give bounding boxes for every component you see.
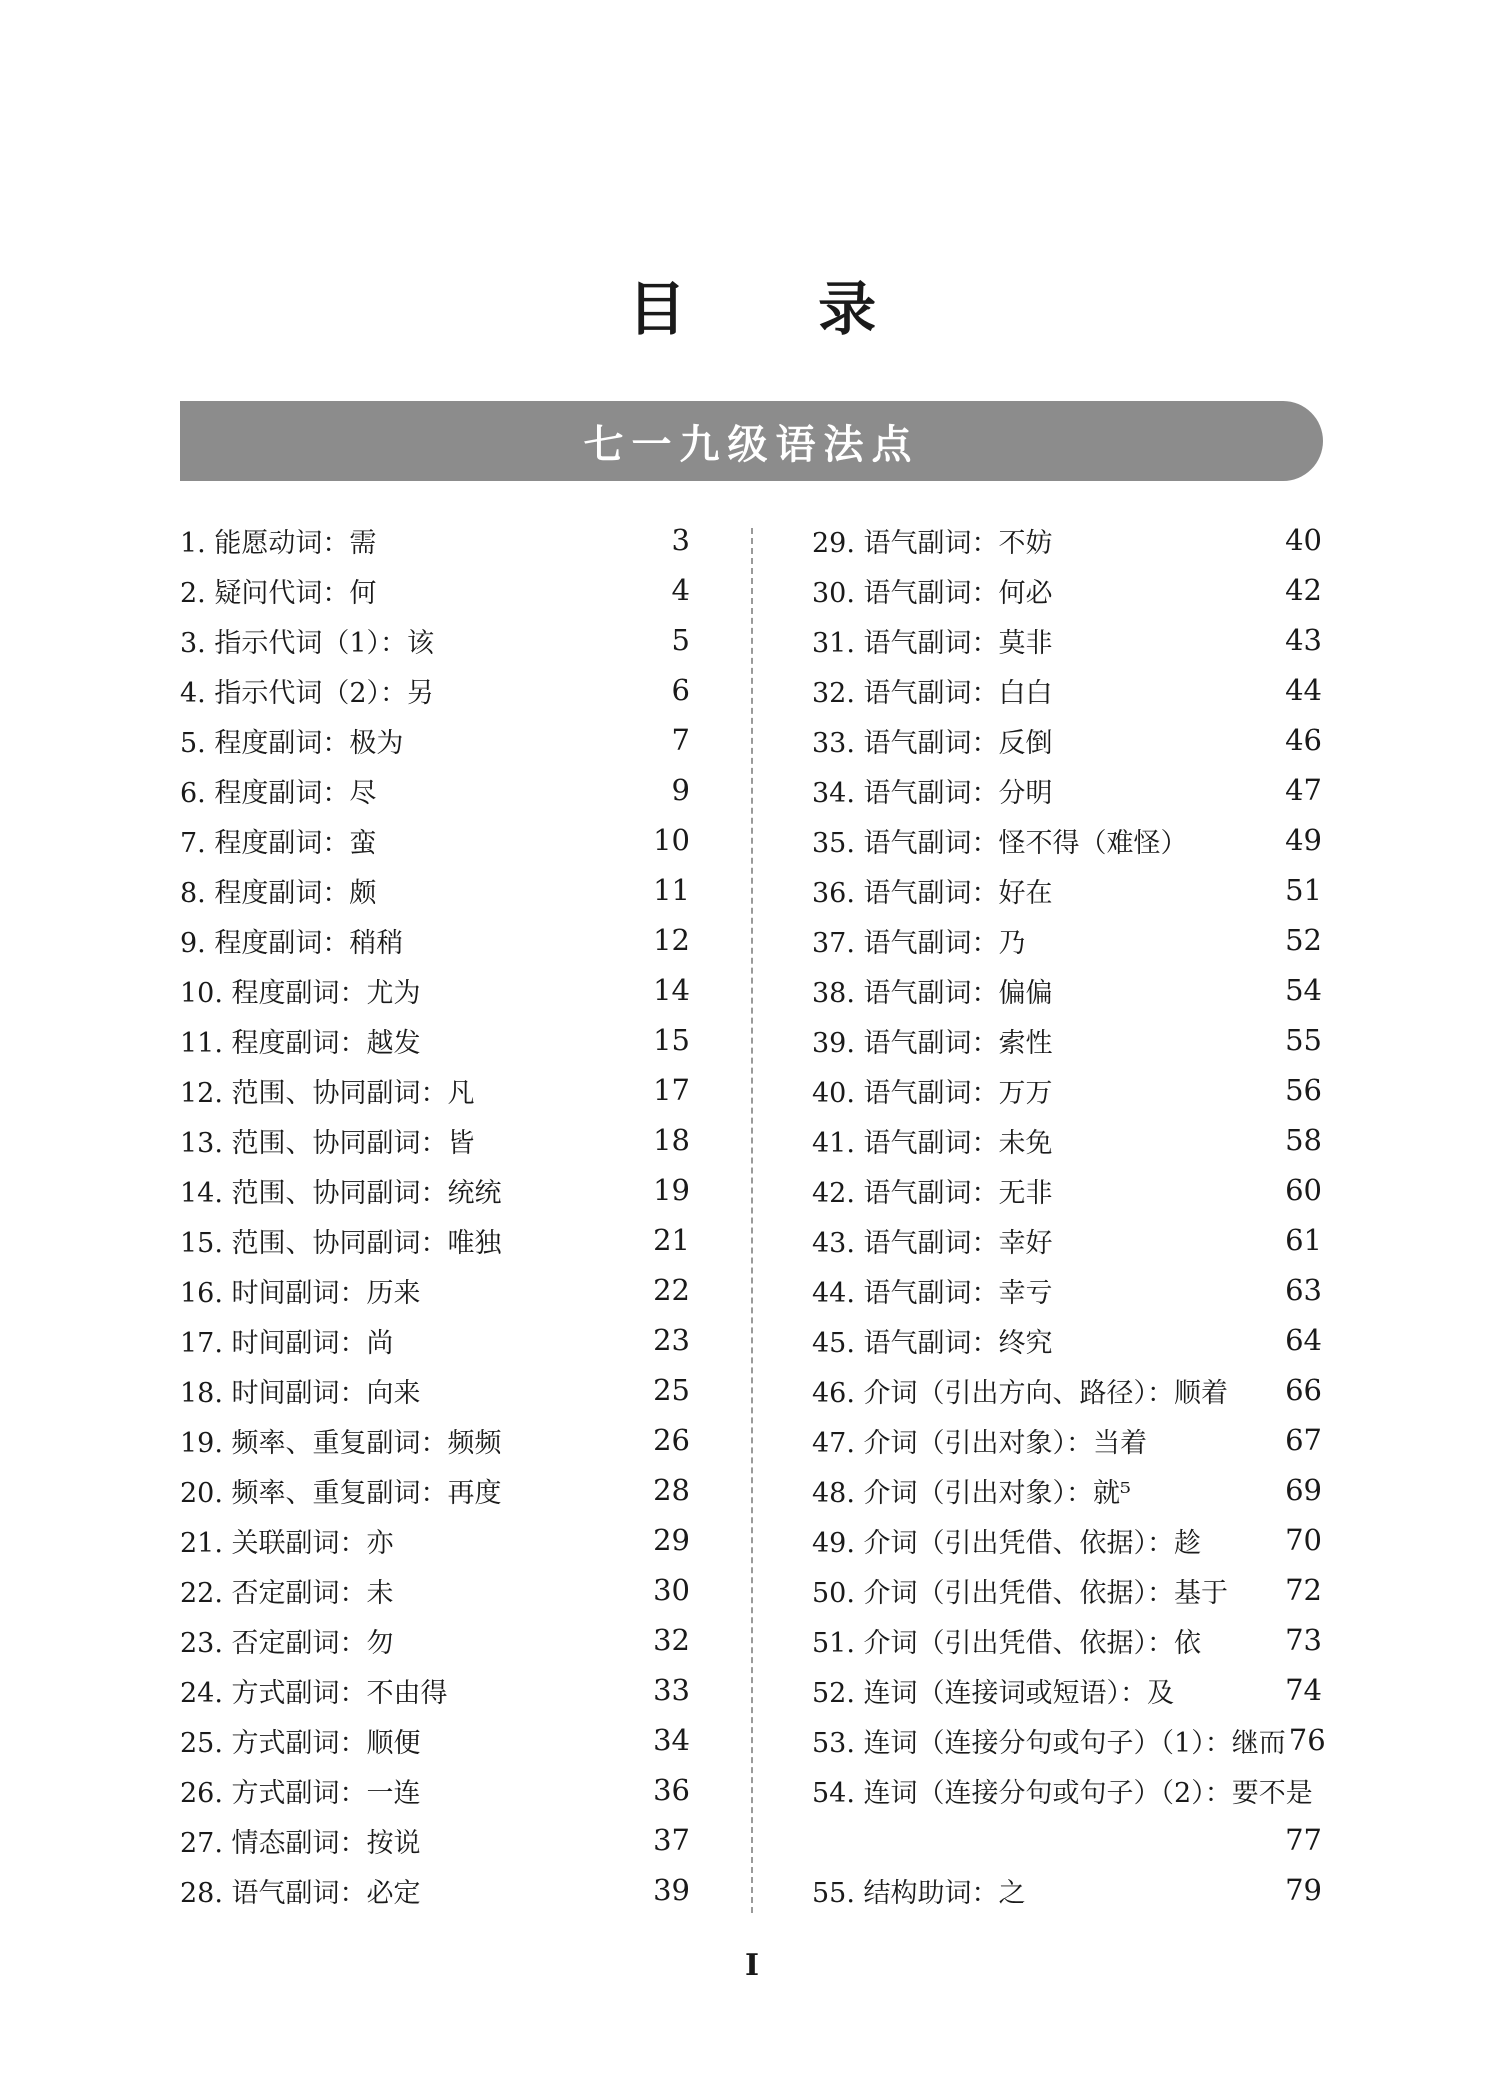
- toc-entry[interactable]: [180, 1615, 690, 1665]
- toc-entry[interactable]: [812, 1665, 1322, 1715]
- toc-entry[interactable]: [180, 1415, 690, 1465]
- toc-entry-label: 51. 介词（引出凭借、依据）：依: [812, 1627, 1202, 1659]
- toc-entry-label: 27. 情态副词：按说: [180, 1827, 421, 1859]
- toc-entry[interactable]: [812, 565, 1322, 615]
- toc-entry-label: 12. 范围、协同副词：凡: [180, 1077, 475, 1109]
- toc-right-column: [812, 515, 1326, 1915]
- toc-entry-page: 69: [1285, 1473, 1322, 1507]
- toc-entry-page: 33: [653, 1673, 690, 1707]
- toc-entry[interactable]: [812, 1865, 1322, 1915]
- toc-entry-label: 30. 语气副词：何必: [812, 577, 1053, 609]
- toc-entry-page: 70: [1285, 1523, 1322, 1557]
- toc-entry[interactable]: [180, 565, 690, 615]
- toc-entry-label: 55. 结构助词：之: [812, 1877, 1026, 1909]
- toc-entry-page: 12: [653, 923, 690, 957]
- toc-entry[interactable]: [812, 765, 1322, 815]
- toc-entry-label: 14. 范围、协同副词：统统: [180, 1177, 502, 1209]
- toc-entry[interactable]: [812, 1365, 1322, 1415]
- toc-entry[interactable]: [180, 1165, 690, 1215]
- toc-entry-page: 10: [653, 823, 690, 857]
- toc-entry[interactable]: [812, 1615, 1322, 1665]
- toc-entry-page: 30: [653, 1573, 690, 1607]
- toc-entry-page: 17: [653, 1073, 690, 1107]
- toc-entry-label: 43. 语气副词：幸好: [812, 1227, 1053, 1259]
- toc-left-column: [180, 515, 690, 1915]
- toc-entry-label: 24. 方式副词：不由得: [180, 1677, 448, 1709]
- toc-entry-label: 54. 连词（连接分句或句子）（2）：要不是: [812, 1777, 1313, 1809]
- toc-entry-label: 18. 时间副词：向来: [180, 1377, 421, 1409]
- toc-entry-page: 7: [671, 723, 690, 757]
- toc-entry-page: 22: [653, 1273, 690, 1307]
- toc-entry-label: 2. 疑问代词：何: [180, 577, 377, 609]
- toc-entry-label: 40. 语气副词：万万: [812, 1077, 1053, 1109]
- section-banner: [180, 401, 1323, 481]
- toc-entry-page: 23: [653, 1323, 690, 1357]
- toc-entry-page: 32: [653, 1623, 690, 1657]
- toc-entry[interactable]: [180, 1465, 690, 1515]
- toc-entry-page: 6: [671, 673, 690, 707]
- toc-entry[interactable]: [180, 1015, 690, 1065]
- toc-entry[interactable]: [180, 1865, 690, 1915]
- toc-entry-page: 36: [653, 1773, 690, 1807]
- toc-entry[interactable]: [180, 1365, 690, 1415]
- toc-entry-page: 39: [653, 1873, 690, 1907]
- toc-entry[interactable]: [812, 1065, 1322, 1115]
- toc-entry-label: 44. 语气副词：幸亏: [812, 1277, 1053, 1309]
- toc-entry-label: 17. 时间副词：尚: [180, 1327, 394, 1359]
- toc-entry-page: 14: [653, 973, 690, 1007]
- toc-entry-label: 10. 程度副词：尤为: [180, 977, 421, 1009]
- toc-entry-page: 63: [1285, 1273, 1322, 1307]
- toc-entry[interactable]: [180, 615, 690, 665]
- toc-entry-page: 55: [1285, 1023, 1322, 1057]
- toc-entry-page: 77: [1285, 1823, 1322, 1857]
- toc-entry-page: 74: [1285, 1673, 1322, 1707]
- toc-entry-page: 76: [1288, 1723, 1326, 1757]
- toc-entry-label: 45. 语气副词：终究: [812, 1327, 1053, 1359]
- toc-entry[interactable]: [180, 1115, 690, 1165]
- toc-entry-label: 48. 介词（引出对象）：就⁵: [812, 1477, 1131, 1509]
- toc-entry-page: 46: [1285, 723, 1322, 757]
- toc-entry[interactable]: [812, 1315, 1322, 1365]
- toc-entry-label: 22. 否定副词：未: [180, 1577, 394, 1609]
- toc-entry-label: 37. 语气副词：乃: [812, 927, 1026, 959]
- toc-entry[interactable]: [812, 865, 1322, 915]
- toc-entry-label: 38. 语气副词：偏偏: [812, 977, 1053, 1009]
- toc-entry-page: 66: [1285, 1373, 1322, 1407]
- toc-entry-label: 49. 介词（引出凭借、依据）：趁: [812, 1527, 1202, 1559]
- toc-entry-label: 52. 连词（连接词或短语）：及: [812, 1677, 1175, 1709]
- toc-entry-page: 49: [1285, 823, 1322, 857]
- toc-entry-label: 35. 语气副词：怪不得（难怪）: [812, 827, 1188, 859]
- toc-entry-page: 60: [1285, 1173, 1322, 1207]
- column-divider: [751, 528, 753, 1913]
- toc-entry-label: 1. 能愿动词：需: [180, 527, 377, 559]
- toc-entry-page: 19: [653, 1173, 690, 1207]
- toc-entry-label: 13. 范围、协同副词：皆: [180, 1127, 475, 1159]
- toc-entry[interactable]: [812, 1165, 1322, 1215]
- toc-entry-label: 7. 程度副词：蛮: [180, 827, 377, 859]
- toc-entry[interactable]: [812, 1815, 1322, 1865]
- toc-entry[interactable]: [812, 1015, 1322, 1065]
- toc-entry-page: 37: [653, 1823, 690, 1857]
- toc-entry-label: 32. 语气副词：白白: [812, 677, 1053, 709]
- toc-entry-page: 42: [1285, 573, 1322, 607]
- toc-entry[interactable]: [180, 1215, 690, 1265]
- toc-entry-page: 67: [1285, 1423, 1322, 1457]
- toc-entry-label: 47. 介词（引出对象）：当着: [812, 1427, 1148, 1459]
- toc-entry-label: 26. 方式副词：一连: [180, 1777, 421, 1809]
- toc-entry-page: 26: [653, 1423, 690, 1457]
- toc-entry[interactable]: [812, 965, 1322, 1015]
- toc-entry[interactable]: [180, 1315, 690, 1365]
- toc-entry-label: 46. 介词（引出方向、路径）：顺着: [812, 1377, 1229, 1409]
- toc-entry-page: 56: [1285, 1073, 1322, 1107]
- toc-entry-page: 28: [653, 1473, 690, 1507]
- toc-entry-label: 4. 指示代词（2）：另: [180, 677, 435, 709]
- toc-entry-label: 29. 语气副词：不妨: [812, 527, 1053, 559]
- toc-entry-label: 33. 语气副词：反倒: [812, 727, 1053, 759]
- toc-entry-label: 5. 程度副词：极为: [180, 727, 404, 759]
- toc-entry[interactable]: [812, 1765, 1322, 1815]
- toc-entry-label: 41. 语气副词：未免: [812, 1127, 1053, 1159]
- toc-entry-page: 21: [653, 1223, 690, 1257]
- toc-entry-label: 15. 范围、协同副词：唯独: [180, 1227, 502, 1259]
- toc-entry[interactable]: [812, 915, 1322, 965]
- toc-entry[interactable]: [812, 1215, 1322, 1265]
- toc-entry[interactable]: [812, 1715, 1326, 1765]
- toc-entry[interactable]: [812, 715, 1322, 765]
- toc-entry[interactable]: [180, 1665, 690, 1715]
- toc-entry[interactable]: [180, 1515, 690, 1565]
- toc-entry-page: 52: [1285, 923, 1322, 957]
- toc-entry-label: 50. 介词（引出凭借、依据）：基于: [812, 1577, 1229, 1609]
- toc-entry[interactable]: [180, 1565, 690, 1615]
- toc-entry[interactable]: [812, 815, 1322, 865]
- toc-entry-page: 4: [671, 573, 690, 607]
- toc-entry-label: 20. 频率、重复副词：再度: [180, 1477, 502, 1509]
- toc-entry-page: 34: [653, 1723, 690, 1757]
- toc-entry[interactable]: [180, 515, 690, 565]
- toc-entry[interactable]: [812, 1115, 1322, 1165]
- toc-entry-label: 25. 方式副词：顺便: [180, 1727, 421, 1759]
- toc-entry[interactable]: [180, 1815, 690, 1865]
- toc-entry[interactable]: [812, 1515, 1322, 1565]
- toc-entry-label: 31. 语气副词：莫非: [812, 627, 1053, 659]
- toc-entry-label: 34. 语气副词：分明: [812, 777, 1053, 809]
- toc-entry-page: 5: [671, 623, 690, 657]
- toc-entry-page: 29: [653, 1523, 690, 1557]
- toc-entry-label: 42. 语气副词：无非: [812, 1177, 1053, 1209]
- toc-entry[interactable]: [180, 715, 690, 765]
- toc-entry[interactable]: [180, 1065, 690, 1115]
- page-title: 目 录: [627, 275, 933, 343]
- toc-entry-page: 61: [1285, 1223, 1322, 1257]
- toc-entry-label: 21. 关联副词：亦: [180, 1527, 394, 1559]
- toc-entry-page: 43: [1285, 623, 1322, 657]
- toc-entry[interactable]: [180, 765, 690, 815]
- toc-entry[interactable]: [180, 815, 690, 865]
- toc-entry-page: 18: [653, 1123, 690, 1157]
- toc-entry-label: 6. 程度副词：尽: [180, 777, 377, 809]
- toc-entry-page: 9: [671, 773, 690, 807]
- toc-entry-page: 40: [1285, 523, 1322, 557]
- toc-entry-page: 58: [1285, 1123, 1322, 1157]
- toc-entry[interactable]: [812, 615, 1322, 665]
- toc-entry-label: 3. 指示代词（1）：该: [180, 627, 435, 659]
- toc-entry-page: 44: [1285, 673, 1322, 707]
- toc-entry[interactable]: [812, 1565, 1322, 1615]
- toc-entry[interactable]: [180, 915, 690, 965]
- toc-entry[interactable]: [812, 1465, 1322, 1515]
- toc-entry[interactable]: [180, 1715, 690, 1765]
- toc-entry-page: 51: [1285, 873, 1322, 907]
- toc-entry-page: 64: [1285, 1323, 1322, 1357]
- toc-entry-label: 9. 程度副词：稍稍: [180, 927, 404, 959]
- toc-entry-label: 53. 连词（连接分句或句子）（1）：继而: [812, 1727, 1286, 1759]
- toc-entry-page: 11: [653, 873, 690, 907]
- toc-entry-page: 73: [1285, 1623, 1322, 1657]
- toc-entry-label: 19. 频率、重复副词：频频: [180, 1427, 502, 1459]
- toc-entry-page: 25: [653, 1373, 690, 1407]
- toc-entry[interactable]: [180, 665, 690, 715]
- toc-entry-page: 3: [671, 523, 690, 557]
- toc-entry-label: 8. 程度副词：颇: [180, 877, 377, 909]
- toc-entry[interactable]: [180, 1765, 690, 1815]
- toc-entry-label: 39. 语气副词：索性: [812, 1027, 1053, 1059]
- toc-entry-page: 54: [1285, 973, 1322, 1007]
- toc-entry-page: 15: [653, 1023, 690, 1057]
- toc-entry-label: 28. 语气副词：必定: [180, 1877, 421, 1909]
- toc-entry[interactable]: [812, 1265, 1322, 1315]
- section-title: 七一九级语法点: [583, 421, 920, 468]
- toc-entry[interactable]: [812, 515, 1322, 565]
- page-number: I: [744, 1948, 760, 1983]
- toc-entry-label: 23. 否定副词：勿: [180, 1627, 394, 1659]
- toc-entry-page: 47: [1285, 773, 1322, 807]
- toc-entry[interactable]: [812, 665, 1322, 715]
- toc-entry[interactable]: [812, 1415, 1322, 1465]
- toc-entry-label: 16. 时间副词：历来: [180, 1277, 421, 1309]
- toc-entry[interactable]: [180, 965, 690, 1015]
- toc-entry[interactable]: [180, 1265, 690, 1315]
- toc-entry[interactable]: [180, 865, 690, 915]
- toc-entry-label: 36. 语气副词：好在: [812, 877, 1053, 909]
- toc-entry-label: 11. 程度副词：越发: [180, 1027, 421, 1059]
- toc-entry-page: 79: [1285, 1873, 1322, 1907]
- toc-entry-page: 72: [1285, 1573, 1322, 1607]
